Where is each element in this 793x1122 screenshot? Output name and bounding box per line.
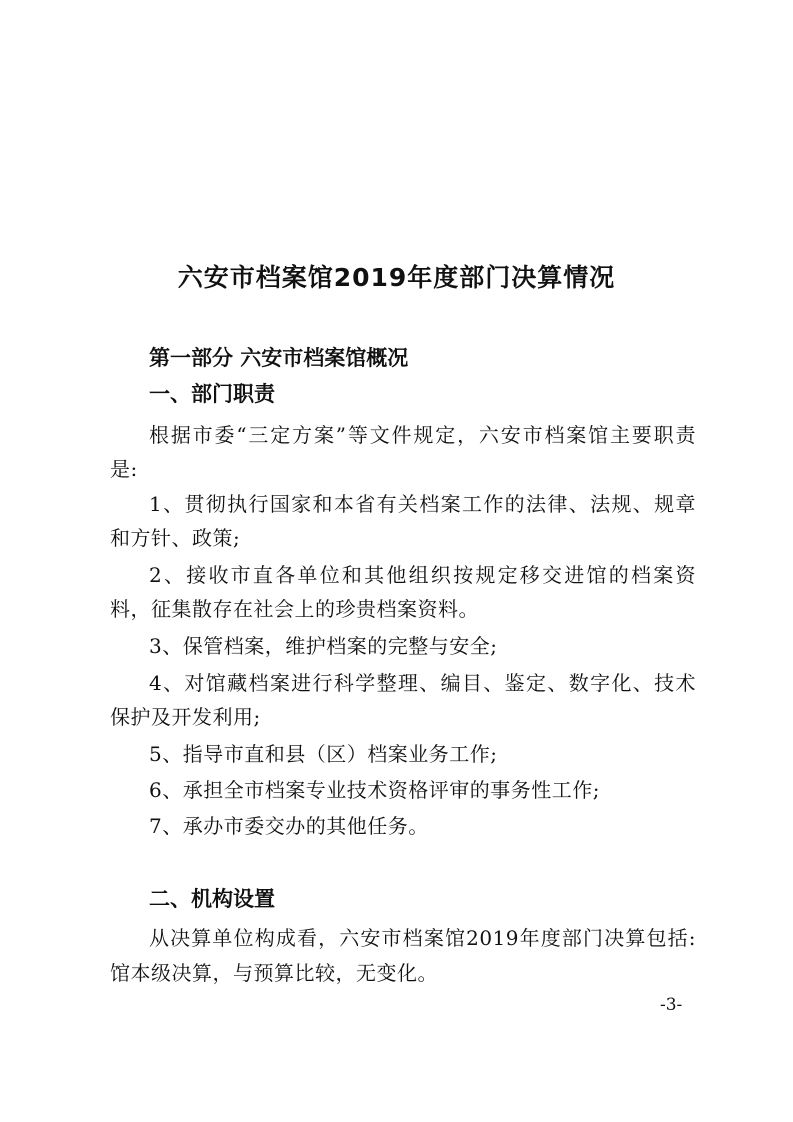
part-heading: 第一部分 六安市档案馆概况 (149, 346, 409, 370)
section2-heading: 二、机构设置 (149, 887, 275, 911)
item1-line-2: 和方针、政策; (110, 526, 241, 550)
section2-line-2: 馆本级决算，与预算比较，无变化。 (110, 961, 438, 985)
item3-line: 3、保管档案，维护档案的完整与安全; (149, 634, 498, 658)
item4-line-2: 保护及开发利用; (110, 705, 261, 729)
item1-line-1: 1、贯彻执行国家和本省有关档案工作的法律、法规、规章 (149, 492, 696, 516)
section1-heading: 一、部门职责 (149, 382, 275, 406)
item2-line-2: 料，征集散存在社会上的珍贵档案资料。 (110, 597, 479, 621)
document-title: 六安市档案馆2019年度部门决算情况 (177, 263, 616, 292)
section2-line-1: 从决算单位构成看，六安市档案馆2019年度部门决算包括: (149, 926, 696, 950)
item6-line: 6、承担全市档案专业技术资格评审的事务性工作; (149, 778, 600, 802)
page-number: -3- (660, 995, 683, 1015)
item4-line-1: 4、对馆藏档案进行科学整理、编目、鉴定、数字化、技术 (149, 671, 696, 695)
item7-line: 7、承办市委交办的其他任务。 (149, 814, 429, 838)
item2-line-1: 2、接收市直各单位和其他组织按规定移交进馆的档案资 (149, 563, 696, 587)
intro-line-2: 是: (110, 457, 138, 481)
item5-line: 5、指导市直和县（区）档案业务工作; (149, 742, 498, 766)
intro-line-1: 根据市委“三定方案”等文件规定，六安市档案馆主要职责 (149, 423, 696, 447)
